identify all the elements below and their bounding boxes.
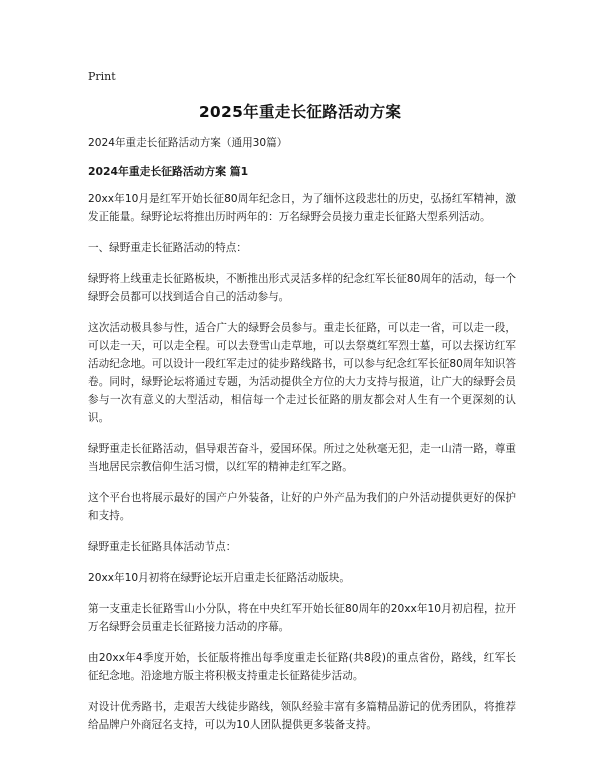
paragraph: 绿野将上线重走长征路板块，不断推出形式灵活多样的纪念红军长征80周年的活动，每一个绿野会员都可以找到适合自己的活动参与。: [88, 273, 516, 303]
document-title: 2025年重走长征路活动方案: [198, 103, 402, 121]
paragraph: 这个平台也将展示最好的国产户外装备，让好的户外产品为我们的户外活动提供更好的保护和支持。: [88, 492, 516, 522]
print-link[interactable]: Print: [88, 70, 116, 83]
document-subtitle: 2024年重走长征路活动方案（通用30篇）: [88, 137, 288, 149]
paragraph: 由20xx年4季度开始，长征版将推出每季度重走长征路(共8段)的重点省份，路线，红军长征纪念地。沿途地方版主将积极支持重走长征路徒步活动。: [88, 652, 516, 682]
paragraph: 绿野重走长征路具体活动节点：: [88, 541, 237, 553]
paragraph: 这次活动极具参与性，适合广大的绿野会员参与。重走长征路，可以走一省，可以走一段，可以走一天，可以走全程。可以去登雪山走草地，可以去祭奠红军烈士墓，可以去探访红军活动纪念地。可以设计一段红军走过的徒步路线路书，可以参与纪念红军长征80周年知识答卷。同时，绿野论坛将通过专题，为活动提供全方位的大力支持与报道，让广大的绿野会员参与一次有意义的大型活动，相信每一个走过长征路的朋友都会对人生有一个更深刻的认识。: [88, 322, 516, 424]
paragraph: 20xx年10月初将在绿野论坛开启重走长征路活动版块。: [88, 572, 350, 584]
paragraph: 20xx年10月是红军开始长征80周年纪念日，为了缅怀这段悲壮的历史，弘扬红军精神，激发正能量。绿野论坛将推出历时两年的：万名绿野会员接力重走长征路大型系列活动。: [88, 193, 516, 223]
paragraph: 对设计优秀路书，走艰苦大线徒步路线，领队经验丰富有多篇精品游记的优秀团队，将推荐给品牌户外商冠名支持，可以为10人团队提供更多装备支持。: [88, 701, 516, 731]
document-body: [88, 134, 516, 747]
paragraph: 绿野重走长征路活动，倡导艰苦奋斗，爱国环保。所过之处秋毫无犯，走一山清一路，尊重当地居民宗教信仰生活习惯，以红军的精神走红军之路。: [88, 443, 516, 473]
section-heading: 2024年重走长征路活动方案 篇1: [88, 165, 249, 178]
paragraph: 第一支重走长征路雪山小分队，将在中央红军开始长征80周年的20xx年10月初启程，拉开万名绿野会员重走长征路接力活动的序幕。: [88, 603, 516, 633]
paragraph: 一、绿野重走长征路活动的特点：: [88, 242, 247, 254]
